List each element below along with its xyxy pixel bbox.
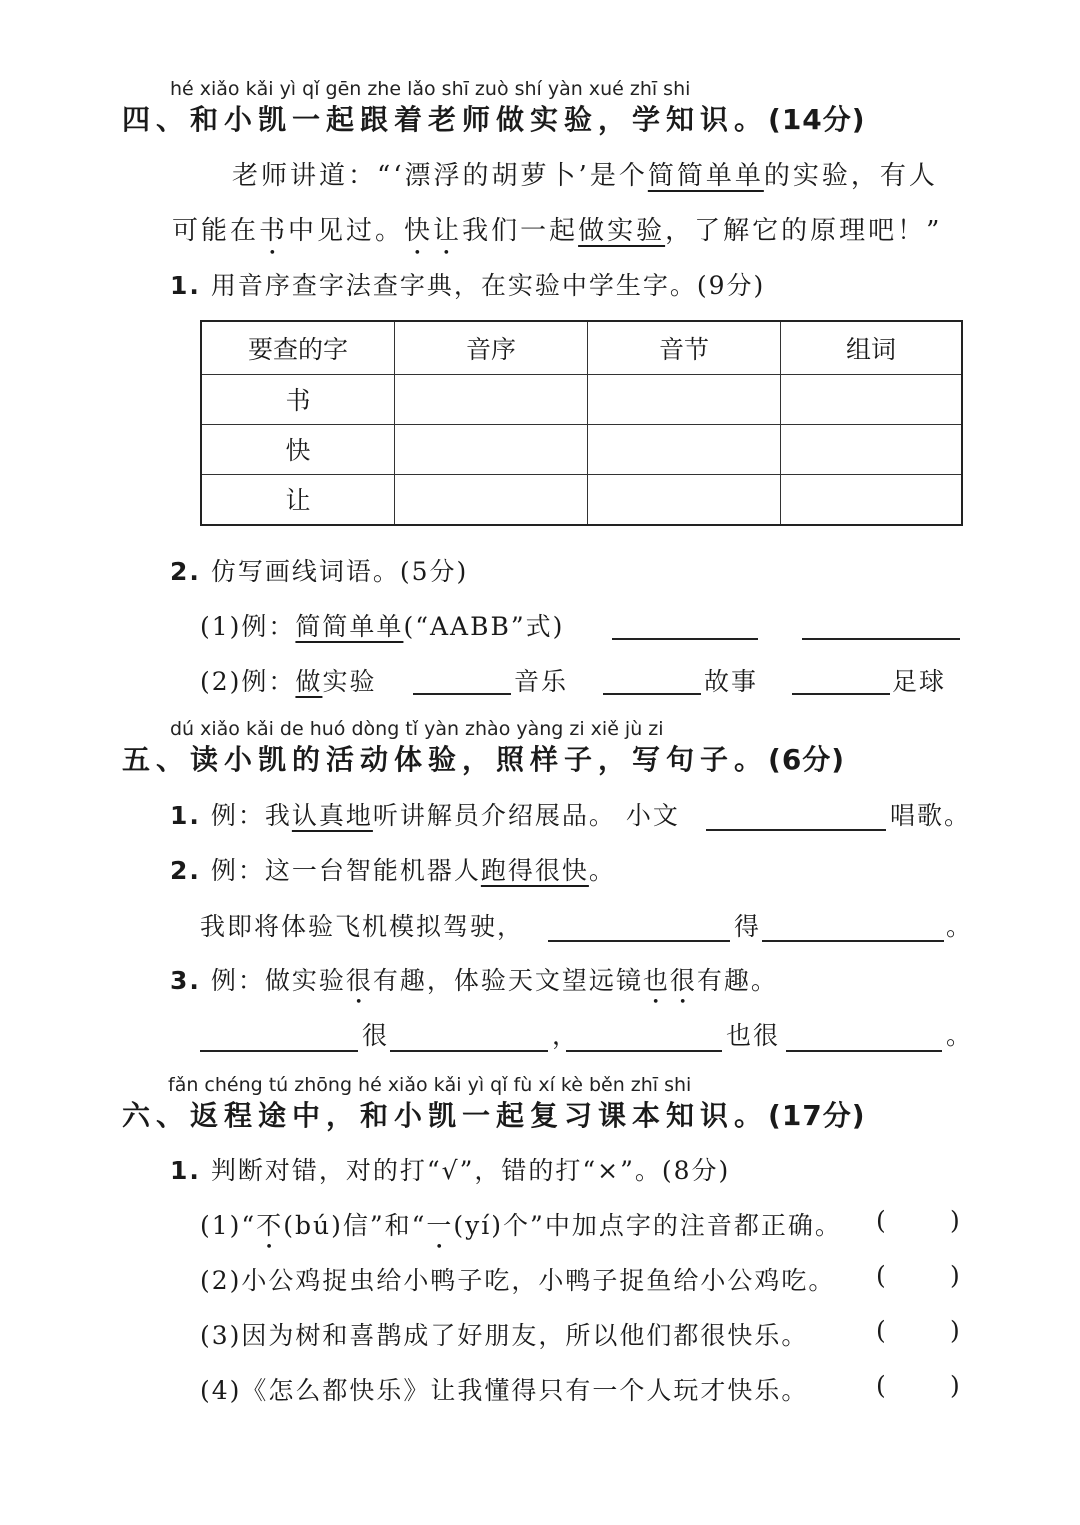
underlined-word: 简简单单: [295, 612, 404, 641]
sec4-q1: 1. 用音序查字法查字典，在实验中学生字。(9分): [170, 271, 766, 300]
answer-blank[interactable]: [706, 827, 886, 831]
dotted-char: 书: [259, 216, 289, 246]
dotted-char: 不: [256, 1211, 284, 1240]
answer-cell[interactable]: [781, 375, 963, 425]
table-cell-char: 书: [201, 375, 395, 425]
table-row: [201, 424, 962, 474]
underlined-word: 做实验: [578, 216, 666, 246]
answer-paren-open[interactable]: (: [876, 1206, 886, 1235]
table-cell-char: 快: [201, 424, 395, 474]
answer-blank[interactable]: [548, 938, 730, 942]
dotted-char: 也很: [642, 966, 697, 995]
sec5-q2-line: 我即将体验飞机模拟驾驶，: [200, 912, 525, 941]
answer-blank[interactable]: [603, 691, 701, 695]
answer-paren-close[interactable]: ): [950, 1316, 960, 1345]
answer-blank[interactable]: [612, 636, 758, 640]
word-music: 音乐: [514, 667, 569, 696]
dotted-char: 很: [345, 966, 373, 995]
answer-blank[interactable]: [566, 1048, 722, 1052]
answer-cell[interactable]: [395, 474, 588, 525]
answer-cell[interactable]: [781, 424, 963, 474]
answer-blank[interactable]: [802, 636, 960, 640]
underlined-word: 简简单单: [647, 161, 764, 191]
sec5-q2-de: 得: [734, 912, 762, 941]
answer-blank[interactable]: [786, 1048, 942, 1052]
table-cell-char: 让: [201, 474, 395, 525]
sec6-score: (17分): [768, 1099, 866, 1132]
sec5-q2: 2. 例：这一台智能机器人跑得很快。: [170, 856, 616, 885]
answer-paren-open[interactable]: (: [876, 1316, 886, 1345]
table-header: 组词: [781, 321, 963, 375]
sec4-q2: 2. 仿写画线词语。(5分): [170, 557, 469, 586]
answer-cell[interactable]: [588, 375, 781, 425]
table-header: 音节: [588, 321, 781, 375]
sec5-q3-yehen: 也很: [726, 1021, 781, 1050]
sec5-q1-end: 唱歌。: [890, 801, 972, 830]
sec5-title: 五、读小凯的活动体验，照样子，写句子。(6分): [122, 743, 846, 776]
sec5-q2-period: 。: [946, 912, 974, 941]
sec4-intro-line1: 老师讲道：“‘漂浮的胡萝卜’是个简简单单的实验，有人: [232, 161, 938, 191]
answer-blank[interactable]: [200, 1048, 358, 1052]
answer-blank[interactable]: [792, 691, 890, 695]
answer-blank[interactable]: [413, 691, 511, 695]
sec6-pinyin: fǎn chéng tú zhōng hé xiǎo kǎi yì qǐ fù xí kè běn zhī shi: [168, 1074, 692, 1096]
word-football: 足球: [892, 667, 947, 696]
judge-item-4: (4)《怎么都快乐》让我懂得只有一个人玩才快乐。: [200, 1376, 809, 1405]
answer-cell[interactable]: [588, 474, 781, 525]
underlined-word: 做: [295, 667, 323, 696]
judge-item-2: (2)小公鸡捉虫给小鸭子吃，小鸭子捉鱼给小公鸡吃。: [200, 1266, 836, 1295]
sec4-q2-1: (1)例：简简单单(“AABB”式): [200, 612, 565, 641]
sec4-q2-2: (2)例：做实验: [200, 667, 377, 696]
lookup-table: [200, 320, 963, 526]
sec4-score: (14分): [768, 103, 866, 136]
underlined-word: 认真地: [291, 801, 373, 830]
table-row: [201, 375, 962, 425]
sec5-q1: 1. 例：我认真地听讲解员介绍展品。 小文: [170, 801, 680, 830]
sec5-q3: 3. 例：做实验很有趣，体验天文望远镜也很有趣。: [170, 966, 778, 995]
table-header-row: [201, 321, 962, 375]
sec5-pinyin: dú xiǎo kǎi de huó dòng tǐ yàn zhào yàng zi xiě jù zi: [170, 718, 664, 740]
underlined-word: 跑得很快: [480, 856, 589, 885]
sec5-score: (6分): [768, 743, 846, 776]
judge-item-1: (1)“不(bú)信”和“一(yí)个”中加点字的注音都正确。: [200, 1211, 842, 1240]
answer-blank[interactable]: [390, 1048, 548, 1052]
sec5-q3-comma: ，: [552, 1021, 580, 1050]
dotted-char: 快让: [404, 216, 463, 246]
sec4-pinyin: hé xiǎo kǎi yì qǐ gēn zhe lǎo shī zuò shí yàn xué zhī shi: [170, 78, 691, 100]
word-story: 故事: [704, 667, 759, 696]
answer-paren-open[interactable]: (: [876, 1371, 886, 1400]
table-header: 音序: [395, 321, 588, 375]
answer-cell[interactable]: [395, 424, 588, 474]
sec4-intro-line2: 可能在书中见过。快让我们一起做实验，了解它的原理吧！”: [172, 216, 943, 246]
answer-blank[interactable]: [762, 938, 944, 942]
answer-paren-close[interactable]: ): [950, 1371, 960, 1400]
answer-cell[interactable]: [781, 474, 963, 525]
answer-paren-close[interactable]: ): [950, 1206, 960, 1235]
answer-paren-close[interactable]: ): [950, 1261, 960, 1290]
answer-cell[interactable]: [588, 424, 781, 474]
answer-paren-open[interactable]: (: [876, 1261, 886, 1290]
table-header: 要查的字: [201, 321, 395, 375]
table-row: [201, 474, 962, 525]
sec4-title: 四、和小凯一起跟着老师做实验，学知识。(14分): [122, 103, 866, 136]
dotted-char: 一: [426, 1211, 454, 1240]
sec6-title: 六、返程途中，和小凯一起复习课本知识。(17分): [122, 1099, 866, 1132]
judge-item-3: (3)因为树和喜鹊成了好朋友，所以他们都很快乐。: [200, 1321, 809, 1350]
sec5-q3-period: 。: [946, 1021, 974, 1050]
answer-cell[interactable]: [395, 375, 588, 425]
sec5-q3-hen: 很: [362, 1021, 390, 1050]
sec6-q1: 1. 判断对错，对的打“√”，错的打“×”。(8分): [170, 1156, 731, 1185]
